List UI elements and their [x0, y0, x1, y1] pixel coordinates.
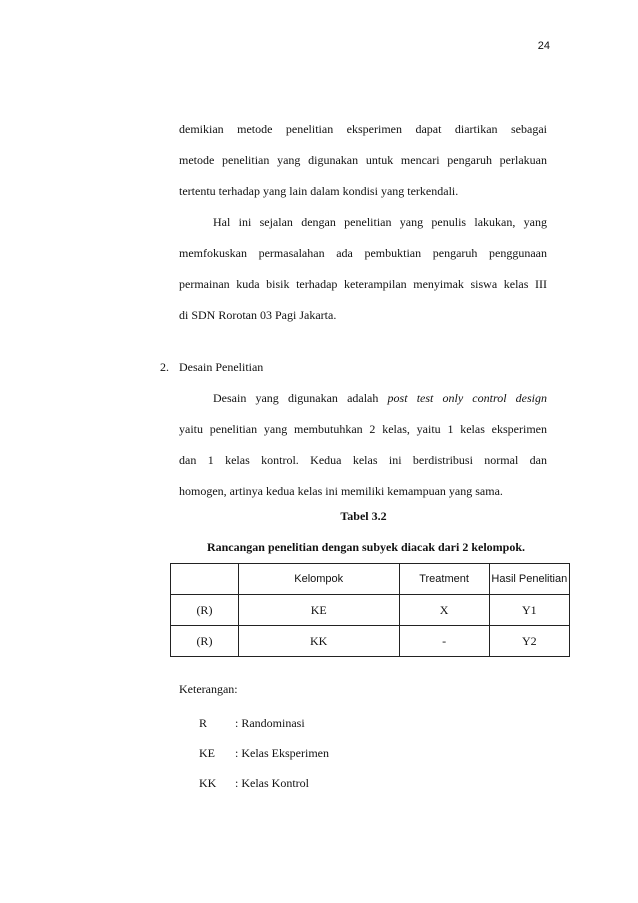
table-header-row	[171, 564, 570, 595]
legend-desc: : Randominasi	[235, 716, 305, 730]
legend-abbr: R	[199, 716, 208, 730]
table-header-cell: Treatment	[399, 564, 489, 595]
paragraph-line: dan 1 kelas kontrol. Kedua kelas ini berdistribusi normal dan	[179, 453, 547, 467]
table-row	[171, 595, 570, 626]
paragraph-line: permainan kuda bisik terhadap keterampilan menyimak siswa kelas III	[179, 277, 547, 291]
table-row	[171, 626, 570, 657]
table-cell: Y1	[489, 595, 569, 626]
table-header-cell: Kelompok	[238, 564, 399, 595]
paragraph-line: yaitu penelitian yang membutuhkan 2 kelas, yaitu 1 kelas eksperimen	[179, 422, 547, 436]
table-cell: (R)	[171, 626, 239, 657]
section-title: Desain Penelitian	[179, 360, 264, 374]
table-cell: (R)	[171, 595, 239, 626]
table-cell: X	[399, 595, 489, 626]
table-header-cell	[171, 564, 239, 595]
legend-abbr: KE	[199, 746, 215, 760]
legend-item	[199, 746, 329, 761]
legend-desc: : Kelas Kontrol	[235, 776, 309, 790]
paragraph-line: memfokuskan permasalahan ada pembuktian pengaruh penggunaan	[179, 246, 547, 260]
legend-item	[199, 776, 309, 791]
legend-item	[199, 716, 305, 731]
table-cell: -	[399, 626, 489, 657]
table-label: Tabel 3.2	[340, 509, 387, 523]
paragraph-line: demikian metode penelitian eksperimen dapat diartikan sebagai	[179, 122, 547, 136]
table-cell: KK	[238, 626, 399, 657]
paragraph-line	[213, 391, 547, 405]
paragraph-line: metode penelitian yang digunakan untuk mencari pengaruh perlakuan	[179, 153, 547, 167]
table-caption: Rancangan penelitian dengan subyek diacak dari 2 kelompok.	[206, 540, 526, 554]
table-cell: KE	[238, 595, 399, 626]
table-header-cell: Hasil Penelitian	[489, 564, 569, 595]
section-number: 2.	[160, 360, 169, 374]
paragraph-line: di SDN Rorotan 03 Pagi Jakarta.	[179, 308, 337, 322]
legend-title: Keterangan:	[179, 682, 238, 696]
paragraph-line: homogen, artinya kedua kelas ini memiliki kemampuan yang sama.	[179, 484, 503, 498]
paragraph-line: Hal ini sejalan dengan penelitian yang penulis lakukan, yang	[213, 215, 547, 229]
legend-abbr: KK	[199, 776, 217, 790]
legend-desc: : Kelas Eksperimen	[235, 746, 329, 760]
design-table	[170, 563, 570, 657]
design-name: post test only control design	[387, 391, 548, 405]
page-number: 24	[537, 40, 550, 52]
paragraph-line: tertentu terhadap yang lain dalam kondisi yang terkendali.	[179, 184, 459, 198]
paragraph-text: Desain yang digunakan adalah	[213, 391, 379, 405]
table-cell: Y2	[489, 626, 569, 657]
